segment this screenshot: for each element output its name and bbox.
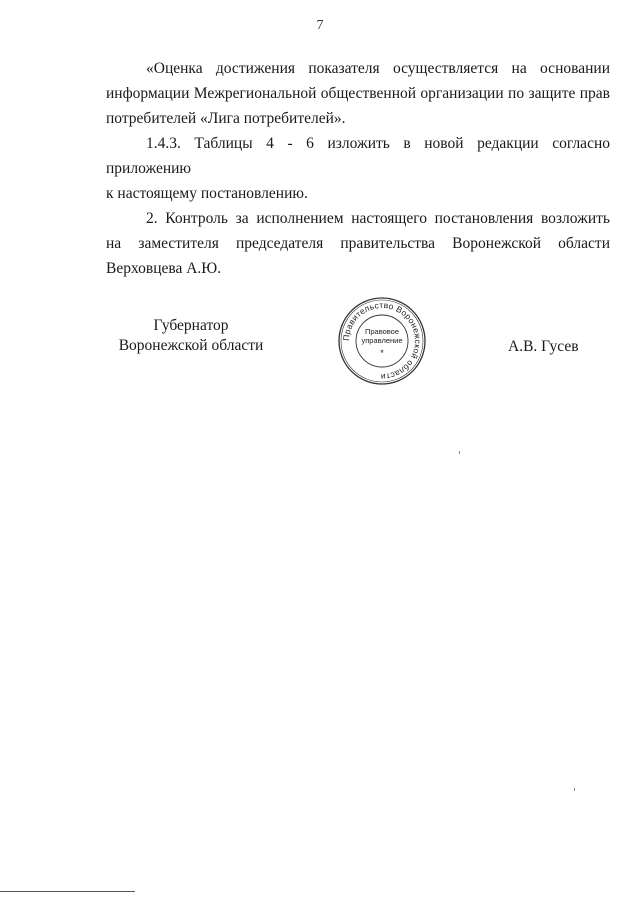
page-number: 7: [316, 18, 324, 33]
stamp-star: *: [380, 348, 384, 358]
paragraph-2-line-2: к настоящему постановлению.: [106, 185, 308, 202]
paragraph-3-line-1: 2. Контроль за исполнением настоящего постановления возложить: [146, 210, 610, 227]
stamp-center-line-2: управление: [361, 336, 403, 345]
official-stamp: [337, 296, 427, 386]
paragraph-1-line-1: «Оценка достижения показателя осуществляется на основании: [146, 60, 610, 77]
signatory-position: [106, 316, 276, 356]
stamp-center-line-1: Правовое: [364, 327, 400, 336]
paragraph-1-line-3: потребителей «Лига потребителей».: [106, 110, 346, 127]
paragraph-2-line-1: 1.4.3. Таблицы 4 - 6 изложить в новой редакции согласно приложению: [106, 135, 610, 177]
scan-speck: [459, 451, 460, 454]
signatory-position-line-2: Воронежской области: [118, 337, 264, 354]
stamp-center-text: [337, 327, 427, 358]
scan-speck: [574, 788, 575, 791]
document-body: [106, 56, 610, 281]
stamp-ring-text: Правительство Воронежской области: [340, 299, 424, 383]
paragraph-3-line-2: на заместителя председателя правительства Воронежской области: [106, 235, 610, 252]
signatory-name: А.В. Гусев: [508, 338, 579, 355]
footer-rule: [0, 891, 135, 892]
paragraph-3-line-3: Верховцева А.Ю.: [106, 260, 222, 277]
signatory-position-line-1: Губернатор: [153, 317, 229, 334]
paragraph-1-line-2: информации Межрегиональной общественной организации по защите прав: [106, 85, 610, 102]
